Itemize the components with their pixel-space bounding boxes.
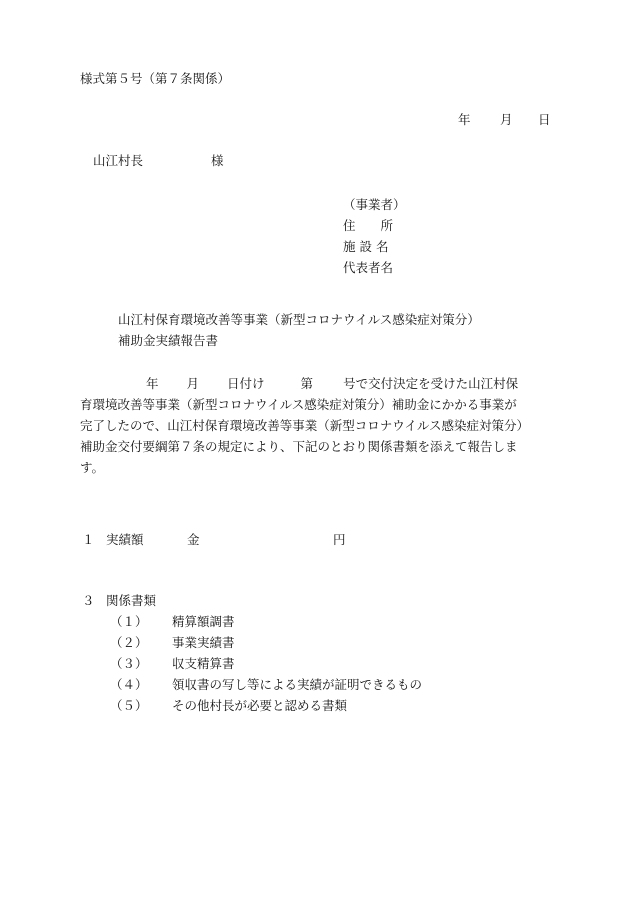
date-month-label: 月: [500, 112, 513, 127]
date-year-label: 年: [458, 112, 471, 127]
body-number-label: 第: [300, 376, 314, 391]
document-title-line1: 山江村保育環境改善等事業（新型コロナウイルス感染症対策分）: [118, 312, 480, 327]
list-item-text: 事業実績書: [172, 635, 235, 650]
list-item-text: その他村長が必要と認める書類: [172, 698, 348, 713]
body-dated-label: 日付け: [227, 376, 265, 391]
list-item-number: （３）: [110, 656, 148, 671]
list-item-text: 領収書の写し等による実績が証明できるもの: [172, 677, 423, 692]
body-line-2: 育環境改善等事業（新型コロナウイルス感染症対策分）補助金にかかる事業が: [80, 397, 517, 412]
date-day-label: 日: [538, 112, 551, 127]
section-1-number: １: [82, 532, 95, 547]
body-paragraph: [80, 373, 558, 478]
document-title-line2: 補助金実績報告書: [118, 333, 219, 348]
applicant-heading: （事業者）: [343, 197, 406, 212]
section-3-number: ３: [82, 593, 95, 608]
body-year-label: 年: [146, 376, 159, 391]
list-item-number: （４）: [110, 677, 148, 692]
body-line-5: す。: [80, 460, 105, 475]
list-item-number: （１）: [110, 614, 148, 629]
amount-prefix: 金: [187, 532, 200, 547]
list-item-number: （５）: [110, 698, 148, 713]
body-line-3: 完了したので、山江村保育環境改善等事業（新型コロナウイルス感染症対策分）: [80, 418, 530, 433]
applicant-address-label: 住 所: [343, 218, 394, 233]
applicant-block: [343, 194, 406, 278]
section-3-label: 関係書類: [106, 593, 157, 608]
body-line-4: 補助金交付要綱第７条の規定により、下記のとおり関係書類を添えて報告しま: [80, 439, 518, 454]
amount-suffix: 円: [333, 532, 346, 547]
list-item-text: 収支精算書: [172, 656, 235, 671]
body-line-1: [80, 373, 558, 394]
list-item-text: 精算額調書: [172, 614, 235, 629]
applicant-facility-label: 施 設 名: [343, 239, 389, 254]
body-line-1-rest: 号で交付決定を受けた山江村保: [343, 376, 519, 391]
section-1-label: 実績額: [106, 532, 144, 547]
applicant-representative-label: 代表者名: [343, 260, 394, 275]
addressee-honorific: 様: [211, 153, 224, 168]
body-month-label: 月: [186, 376, 200, 391]
addressee-name: 山江村長: [93, 153, 144, 168]
form-number: 様式第５号（第７条関係）: [80, 71, 231, 86]
list-item-number: （２）: [110, 635, 148, 650]
